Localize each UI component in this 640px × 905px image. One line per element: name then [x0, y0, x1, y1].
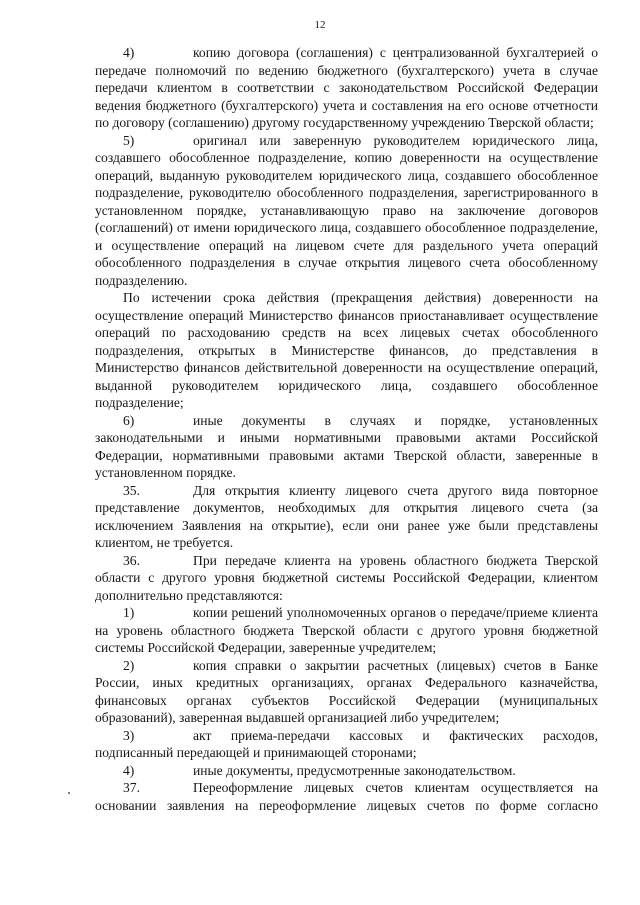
paragraph-section-37 — [95, 779, 598, 814]
paragraph-text: По истечении срока действия (прекращения действия) доверенности на осуществление операций Министерство финансов приостанавливает осуществление операций по расходованию средств на всех лицевых счетах обособленного подразделения, открытых в Министерстве финансов, до представления в Министерство финансов действительной доверенности на осуществление операций, выданной руководителем юридического лица, создавшего обособленное подразделение; — [95, 290, 598, 410]
paragraph-power-of-attorney — [95, 289, 598, 412]
paragraph-text: Переоформление лицевых счетов клиентам осуществляется на основании заявления на переоформление лицевых счетов по форме согласно — [95, 780, 598, 813]
paragraph-text: копия справки о закрытии расчетных (лицевых) счетов в Банке России, иных кредитных организациях, органах Федерального казначейства, финансовых органах субъектов Российской Федерации (муниципальных образований), заверенная выдавшей организацией либо учредителем; — [95, 657, 598, 725]
paragraph-36-item-1 — [95, 604, 598, 657]
paragraph-text: оригинал или заверенную руководителем юридического лица, создавшего обособленное подразделение, копию доверенности на осуществление операций, выданную руководителем юридического лица, создавшего обособленное подразделение, руководителю обособленного подразделения, зарегистрированного в установленном порядке, устанавливающую право на заключение договоров (соглашений) от имени юридического лица, создавшего обособленное подразделение, и осуществление операций на лицевом счете для раздельного учета операций обособленного подразделения в случае открытия лицевого счета обособленному подразделению. — [95, 132, 598, 288]
paragraph-text: При передаче клиента на уровень областного бюджета Тверской области с другого уровня бюджетной системы Российской Федерации, клиентом дополнительно представляются: — [95, 552, 598, 603]
paragraph-text: акт приема-передачи кассовых и фактических расходов, подписанный передающей и принимающей сторонами; — [95, 727, 598, 760]
document-body — [95, 44, 598, 814]
paragraph-36-item-2 — [95, 657, 598, 727]
paragraph-item-4 — [95, 44, 598, 132]
item-number: 4) — [123, 762, 135, 778]
item-number: 3) — [123, 727, 135, 743]
page-number: 12 — [314, 19, 326, 31]
item-number: 1) — [123, 605, 135, 620]
item-number: 2) — [123, 657, 135, 673]
section-number: 36. — [123, 552, 140, 568]
paragraph-text: Для открытия клиенту лицевого счета другого вида повторное представление документов, необходимых для открытия лицевого счета (за исключением Заявления на открытие), если они ранее уже были представлены клиентом, не требуется. — [95, 482, 598, 550]
paragraph-36-item-3 — [95, 727, 598, 762]
paragraph-text: иные документы в случаях и порядке, установленных законодательными и иными нормативными правовыми актами Российской Федерации, нормативными правовыми актами Тверской области, заверенные в установленном порядке. — [95, 412, 598, 480]
scan-speck — [68, 792, 70, 794]
paragraph-section-36 — [95, 552, 598, 605]
item-number: 4) — [123, 45, 135, 60]
section-number: 37. — [123, 780, 140, 795]
paragraph-text: иные документы, предусмотренные законодательством. — [193, 762, 516, 778]
paragraph-section-35 — [95, 482, 598, 552]
paragraph-text: копию договора (соглашения) с централизованной бухгалтерией о передаче полномочий по ведению бюджетного (бухгалтерского) учета в случае передачи клиентом в соответствии с законодательством Российской Федерации ведения бюджетного (бухгалтерского) учета и составления на его основе отчетности по договору (соглашению) другому государственному учреждению Тверской области; — [95, 45, 598, 130]
item-number: 6) — [123, 412, 135, 428]
section-number: 35. — [123, 482, 140, 498]
paragraph-text: копии решений уполномоченных органов о передаче/приеме клиента на уровень областного бюджета Тверской области с другого уровня бюджетной системы Российской Федерации, заверенные учредителем; — [95, 605, 598, 655]
item-number: 5) — [123, 132, 135, 148]
paragraph-item-5 — [95, 132, 598, 290]
paragraph-36-item-4 — [95, 762, 598, 780]
paragraph-item-6 — [95, 412, 598, 482]
